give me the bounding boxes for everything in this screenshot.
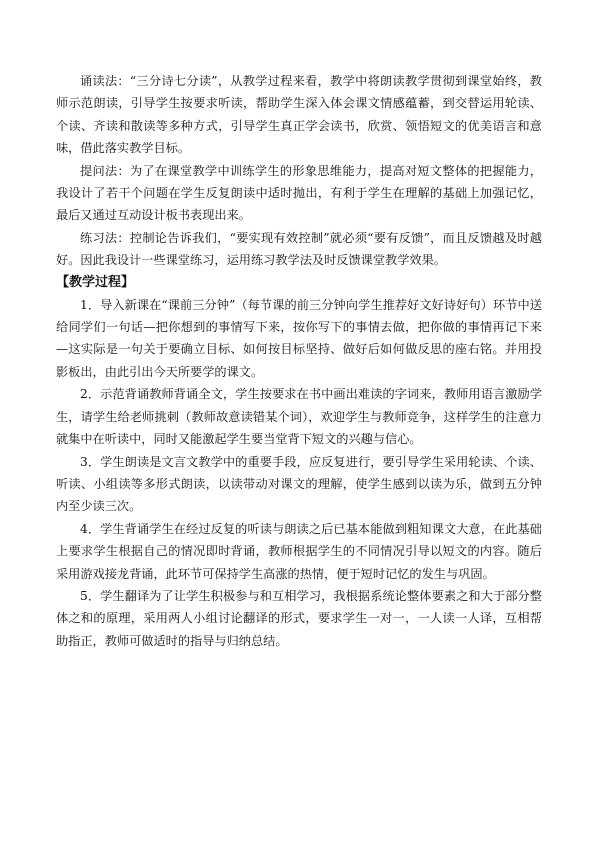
document-page <box>56 70 542 652</box>
paragraph-step-2: 2．示范背诵教师背诵全文，学生按要求在书中画出难读的字词来，教师用语言激励学生，请学生给老师挑刺（教师故意读错某个词），欢迎学生与教师竞争，这样学生的注意力就集中在听读中，同时又能激起学生要当堂背下短文的兴趣与信心。 <box>56 387 542 447</box>
paragraph-recitation-method: 诵读法：“三分诗七分读”，从教学过程来看，教学中将朗读教学贯彻到课堂始终，教师示范朗读，引导学生按要求听读，帮助学生深入体会课文情感蕴蓄，到交替运用轮读、个读、齐读和散读等多种方式，引导学生真正学会读书，欣赏、领悟短文的优美语言和意味，借此落实教学目标。 <box>56 74 542 156</box>
section-heading-teaching-process: 【教学过程】 <box>56 274 135 290</box>
paragraph-questioning-method: 提问法：为了在课堂教学中训练学生的形象思维能力，提高对短文整体的把握能力，我设计了若干个问题在学生反复朗读中适时抛出，有利于学生在理解的基础上加强记忆，最后又通过互动设计板书表现出来。 <box>56 163 542 223</box>
paragraph-practice-method: 练习法：控制论告诉我们，“要实现有效控制”就必须“要有反馈”，而且反馈越及时越好。因此我设计一些课堂练习，运用练习教学法及时反馈课堂教学效果。 <box>56 230 542 268</box>
paragraph-step-4: 4．学生背诵学生在经过反复的听读与朗读之后已基本能做到粗知课文大意，在此基础上要求学生根据自己的情况即时背诵，教师根据学生的不同情况引导以短文的内容。随后采用游戏接龙背诵，此环节可保持学生高涨的热情，便于短时记忆的发生与巩固。 <box>56 521 542 581</box>
paragraph-step-3: 3．学生朗读是文言文教学中的重要手段，应反复进行，要引导学生采用轮读、个读、听读、小组读等多形式朗读，以读带动对课文的理解，使学生感到以读为乐，做到五分钟内至少读三次。 <box>56 454 542 514</box>
paragraph-step-5: 5．学生翻译为了让学生积极参与和互相学习，我根据系统论整体要素之和大于部分整体之和的原理，采用两人小组讨论翻译的形式，要求学生一对一，一人读一人译，互相帮助指正，教师可做适时的指导与归纳总结。 <box>56 588 542 648</box>
paragraph-step-1: 1．导入新课在“课前三分钟”（每节课的前三分钟向学生推荐好文好诗好句）环节中送给同学们一句话—把你想到的事情写下来，按你写下的事情去做，把你做的事情再记下来—这实际是一句关于要确立目标、如何按目标坚持、做好后如何做反思的座右铭。并用投影板出，由此引出今天所要学的课文。 <box>56 297 542 379</box>
